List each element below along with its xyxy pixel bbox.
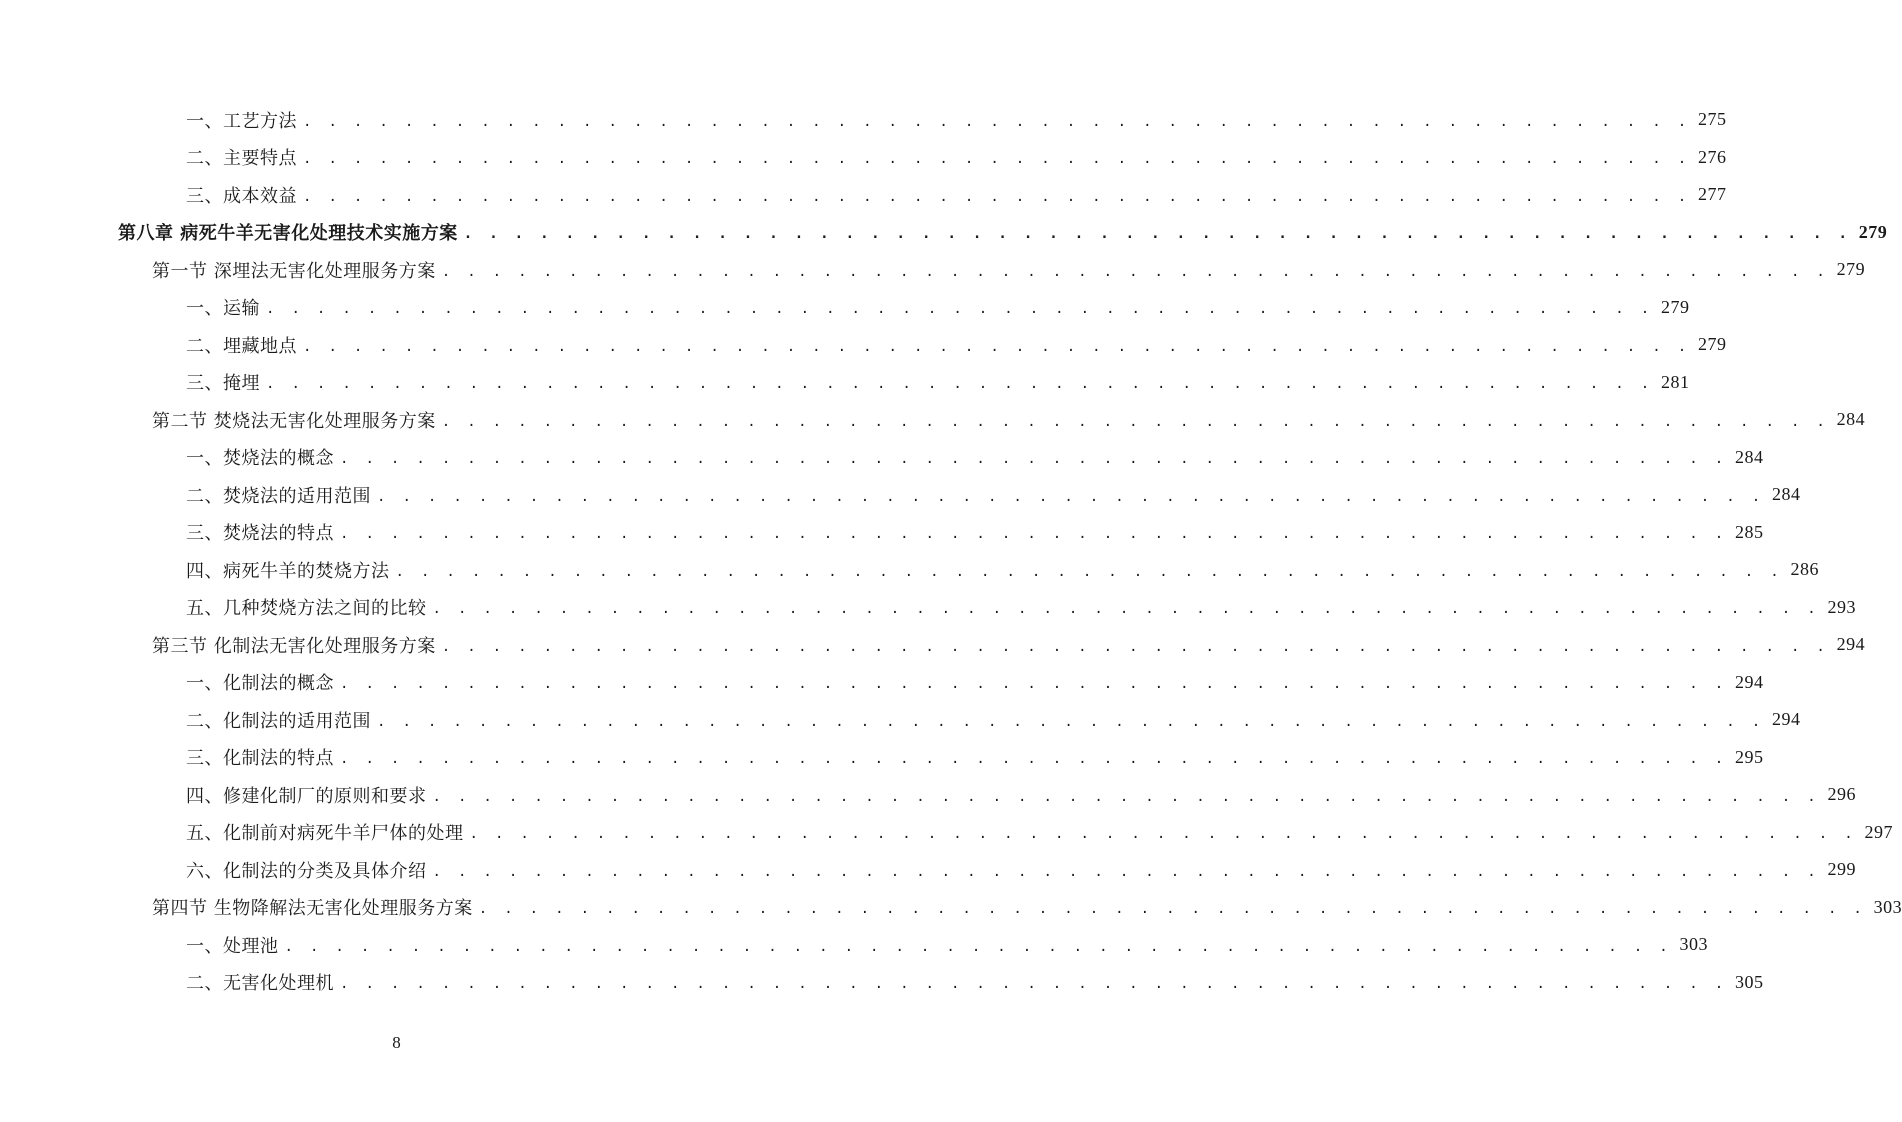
- toc-entry-label: 二、焚烧法的适用范围: [186, 485, 371, 507]
- toc-entry-page: 295: [1734, 746, 1764, 767]
- dot-leader: . . . . . . . . . . . . . . . . . . . . . . . . . . . . . . . . . . . . . . . . . . . . . . . . . . . . . . .: [469, 826, 1857, 843]
- toc-entry-label: 第三节 化制法无害化处理服务方案: [152, 635, 436, 657]
- toc-entry-page: 299: [1827, 859, 1856, 880]
- toc-entry-page: 294: [1734, 671, 1764, 692]
- dot-leader: . . . . . . . . . . . . . . . . . . . . . . . . . . . . . . . . . . . . . . . . . . . . . . . . . . . . . . .: [340, 526, 1728, 543]
- toc-entry-label: 四、修建化制厂的原则和要求: [186, 785, 427, 807]
- toc-entry-page: 276: [1697, 146, 1727, 167]
- toc-entry-page: 279: [1697, 334, 1727, 355]
- toc-entry-page: 303: [1679, 934, 1708, 955]
- toc-subsection-row[interactable]: [0, 514, 1764, 552]
- toc-entry-label: 一、运输: [186, 298, 260, 320]
- dot-leader: . . . . . . . . . . . . . . . . . . . . . . . . . . . . . . . . . . . . . . . . . . . . . . . . . . . . . . .: [266, 301, 1654, 318]
- toc-subsection-row[interactable]: [0, 589, 1856, 627]
- toc-subsection-row[interactable]: [0, 364, 1690, 402]
- toc-entry-label: 五、化制前对病死牛羊尸体的处理: [186, 823, 464, 845]
- table-of-contents: [0, 101, 1902, 1001]
- toc-entry-label: 二、无害化处理机: [186, 973, 334, 995]
- toc-entry-label: 一、焚烧法的概念: [186, 448, 334, 470]
- toc-subsection-row[interactable]: [0, 739, 1764, 777]
- toc-subsection-row[interactable]: [0, 326, 1727, 364]
- toc-subsection-row[interactable]: [0, 139, 1727, 177]
- dot-leader: . . . . . . . . . . . . . . . . . . . . . . . . . . . . . . . . . . . . . . . . . . . . . . . . . . . . . . .: [303, 113, 1691, 130]
- toc-entry-label: 第四节 生物降解法无害化处理服务方案: [152, 898, 473, 920]
- toc-entry-label: 三、焚烧法的特点: [186, 523, 334, 545]
- dot-leader: . . . . . . . . . . . . . . . . . . . . . . . . . . . . . . . . . . . . . . . . . . . . . . . . . . . . . . .: [377, 713, 1765, 730]
- toc-entry-label: 第一节 深埋法无害化处理服务方案: [152, 260, 436, 282]
- toc-entry-page: 275: [1697, 109, 1727, 130]
- toc-subsection-row[interactable]: [0, 851, 1856, 889]
- toc-entry-page: 303: [1873, 896, 1902, 917]
- dot-leader: . . . . . . . . . . . . . . . . . . . . . . . . . . . . . . . . . . . . . . . . . . . . . . . . . . . . . . .: [340, 451, 1728, 468]
- toc-subsection-row[interactable]: [0, 289, 1690, 327]
- toc-entry-label: 第二节 焚烧法无害化处理服务方案: [152, 410, 436, 432]
- toc-entry-page: 285: [1734, 521, 1764, 542]
- dot-leader: . . . . . . . . . . . . . . . . . . . . . . . . . . . . . . . . . . . . . . . . . . . . . . . . . . . . . . .: [266, 376, 1654, 393]
- dot-leader: . . . . . . . . . . . . . . . . . . . . . . . . . . . . . . . . . . . . . . . . . . . . . . . . . . . . . . .: [340, 751, 1728, 768]
- toc-entry-page: 297: [1864, 821, 1893, 842]
- toc-entry-page: 279: [1660, 296, 1690, 317]
- toc-entry-label: 二、埋藏地点: [186, 335, 297, 357]
- toc-subsection-row[interactable]: [0, 814, 1893, 852]
- toc-subsection-row[interactable]: [0, 664, 1764, 702]
- toc-subsection-row[interactable]: [0, 701, 1801, 739]
- toc-entry-page: 305: [1734, 971, 1764, 992]
- toc-entry-label: 一、化制法的概念: [186, 673, 334, 695]
- toc-subsection-row[interactable]: [0, 101, 1727, 139]
- toc-section-row[interactable]: [0, 626, 1866, 664]
- toc-entry-page: 284: [1836, 409, 1866, 430]
- toc-entry-page: 293: [1827, 596, 1856, 617]
- dot-leader: . . . . . . . . . . . . . . . . . . . . . . . . . . . . . . . . . . . . . . . . . . . . . . . . . . . . . . .: [284, 938, 1672, 955]
- dot-leader: . . . . . . . . . . . . . . . . . . . . . . . . . . . . . . . . . . . . . . . . . . . . . . . . . . . . . . .: [441, 263, 1830, 280]
- toc-entry-label: 二、主要特点: [186, 148, 297, 170]
- toc-section-row[interactable]: [0, 251, 1866, 289]
- toc-entry-label: 五、几种焚烧方法之间的比较: [186, 598, 427, 620]
- toc-entry-page: 279: [1836, 259, 1866, 280]
- toc-entry-page: 281: [1660, 371, 1690, 392]
- toc-subsection-row[interactable]: [0, 176, 1727, 214]
- dot-leader: . . . . . . . . . . . . . . . . . . . . . . . . . . . . . . . . . . . . . . . . . . . . . . . . . . . . . . .: [395, 563, 1783, 580]
- dot-leader: . . . . . . . . . . . . . . . . . . . . . . . . . . . . . . . . . . . . . . . . . . . . . . . . . . . . . . .: [377, 488, 1765, 505]
- toc-entry-label: 三、成本效益: [186, 185, 297, 207]
- toc-entry-label: 一、工艺方法: [186, 110, 297, 132]
- toc-subsection-row[interactable]: [0, 926, 1708, 964]
- toc-entry-label: 三、掩埋: [186, 373, 260, 395]
- toc-subsection-row[interactable]: [0, 964, 1764, 1002]
- toc-subsection-row[interactable]: [0, 439, 1764, 477]
- dot-leader: . . . . . . . . . . . . . . . . . . . . . . . . . . . . . . . . . . . . . . . . . . . . . . . . . . . . . . .: [432, 863, 1820, 880]
- toc-entry-page: 277: [1697, 184, 1727, 205]
- toc-entry-label: 三、化制法的特点: [186, 748, 334, 770]
- toc-subsection-row[interactable]: [0, 776, 1856, 814]
- dot-leader: . . . . . . . . . . . . . . . . . . . . . . . . . . . . . . . . . . . . . . . . . . . . . . . . . . . . . . .: [463, 226, 1852, 243]
- toc-entry-label: 一、处理池: [186, 935, 279, 957]
- dot-leader: . . . . . . . . . . . . . . . . . . . . . . . . . . . . . . . . . . . . . . . . . . . . . . . . . . . . . . .: [303, 151, 1691, 168]
- toc-chapter-row[interactable]: [0, 214, 1888, 252]
- dot-leader: . . . . . . . . . . . . . . . . . . . . . . . . . . . . . . . . . . . . . . . . . . . . . . . . . . . . . . .: [340, 976, 1728, 993]
- dot-leader: . . . . . . . . . . . . . . . . . . . . . . . . . . . . . . . . . . . . . . . . . . . . . . . . . . . . . . .: [303, 188, 1691, 205]
- dot-leader: . . . . . . . . . . . . . . . . . . . . . . . . . . . . . . . . . . . . . . . . . . . . . . . . . . . . . . .: [441, 638, 1830, 655]
- toc-entry-page: 294: [1771, 709, 1801, 730]
- dot-leader: . . . . . . . . . . . . . . . . . . . . . . . . . . . . . . . . . . . . . . . . . . . . . . . . . . . . . . .: [340, 676, 1728, 693]
- page-number: 8: [392, 1033, 401, 1052]
- toc-entry-page: 284: [1734, 446, 1764, 467]
- dot-leader: . . . . . . . . . . . . . . . . . . . . . . . . . . . . . . . . . . . . . . . . . . . . . . . . . . . . . . .: [303, 338, 1691, 355]
- dot-leader: . . . . . . . . . . . . . . . . . . . . . . . . . . . . . . . . . . . . . . . . . . . . . . . . . . . . . . .: [441, 413, 1830, 430]
- toc-subsection-row[interactable]: [0, 476, 1801, 514]
- toc-entry-label: 二、化制法的适用范围: [186, 710, 371, 732]
- toc-entry-page: 294: [1836, 634, 1866, 655]
- toc-section-row[interactable]: [0, 401, 1866, 439]
- toc-entry-page: 279: [1858, 221, 1888, 242]
- dot-leader: . . . . . . . . . . . . . . . . . . . . . . . . . . . . . . . . . . . . . . . . . . . . . . . . . . . . . . .: [432, 601, 1820, 618]
- toc-entry-label: 第八章 病死牛羊无害化处理技术实施方案: [118, 223, 458, 245]
- dot-leader: . . . . . . . . . . . . . . . . . . . . . . . . . . . . . . . . . . . . . . . . . . . . . . . . . . . . . . .: [478, 901, 1867, 918]
- toc-entry-page: 286: [1790, 559, 1819, 580]
- toc-entry-label: 六、化制法的分类及具体介绍: [186, 860, 427, 882]
- toc-subsection-row[interactable]: [0, 551, 1819, 589]
- toc-section-row[interactable]: [0, 889, 1902, 927]
- toc-entry-label: 四、病死牛羊的焚烧方法: [186, 560, 390, 582]
- toc-entry-page: 284: [1771, 484, 1801, 505]
- dot-leader: . . . . . . . . . . . . . . . . . . . . . . . . . . . . . . . . . . . . . . . . . . . . . . . . . . . . . . .: [432, 788, 1820, 805]
- toc-entry-page: 296: [1827, 784, 1856, 805]
